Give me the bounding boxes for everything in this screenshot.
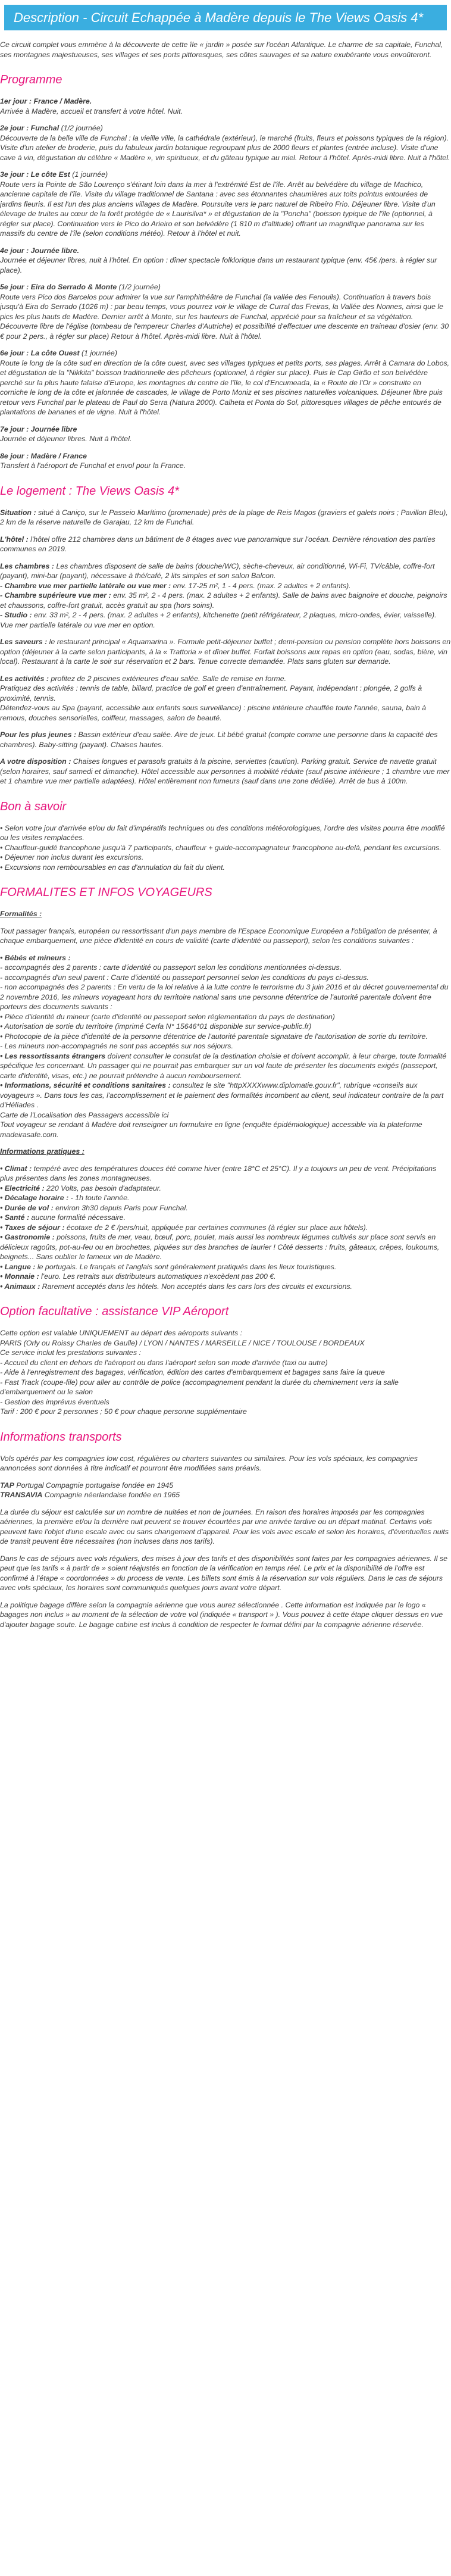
programme-day [0, 96, 451, 116]
programme-day [0, 348, 451, 417]
vip-line: Ce service inclut les prestations suivantes : [0, 1348, 141, 1357]
vip-line: - Aide à l'enregistrement des bagages, vérification, édition des cartes d'embarquement et bagages sans faire la queue [0, 1368, 385, 1376]
day-text: Arrivée à Madère, accueil et transfert à votre hôtel. Nuit. [0, 107, 183, 115]
vip-list [0, 1328, 451, 1417]
pratique-label: • Durée de vol : [0, 1203, 54, 1212]
pratique-item [0, 1282, 451, 1292]
transports-intro: Vols opérés par les compagnies low cost, régulières ou charters suivantes ou similaires. Pour les vols spéciaux, les compagnies annoncées sont données à titre indicatif et pourront être modifiées sans préavis. [0, 1454, 418, 1472]
pratique-item [0, 1272, 451, 1282]
day-title-sub: (1/2 journée) [59, 124, 103, 132]
pratique-item [0, 1213, 451, 1223]
bon-a-savoir-item: • Déjeuner non inclus durant les excursions. [0, 853, 144, 861]
company-name: TRANSAVIA [0, 1491, 43, 1499]
day-title [0, 96, 451, 107]
day-title-text: 6e jour : La côte Ouest [0, 349, 80, 357]
bon-a-savoir-list [0, 823, 451, 873]
day-text: Découverte de la belle ville de Funchal : la vieille ville, la cathédrale (extérieur), le marché (fruits, fleurs et poissons typiques de la région). Visite d'un atelier de broderie, puis du fabuleux jardin botanique regroupant plus de 2000 fleurs et plantes (entrée incluse). Visite d'une cave à vin, dégustation du célèbre « Madère », vin spiritueux, et du gâteau typique au miel. Retour à l'hôtel. Après-midi libre. Nuit à l'hôtel. [0, 133, 450, 162]
day-title-text: 2e jour : Funchal [0, 124, 59, 132]
formalites-line: - Les mineurs non-accompagnés ne sont pas acceptés sur nos séjours. [0, 1042, 233, 1050]
pratique-label: • Gastronomie : [0, 1233, 55, 1241]
day-title-sub: (1 journée) [79, 349, 117, 357]
programme-day [0, 424, 451, 444]
page-title: Description - Circuit Echappée à Madère depuis le The Views Oasis 4* [4, 5, 447, 30]
pratique-text: poissons, fruits de mer, veau, bœuf, porc, poulet, mais aussi les nombreux légumes cultivés sur place sont servis en délicieux ragoûts, pot-au-feu ou en brochettes, piquées sur des branches de laurier ! Côté desserts : fruits, gâteaux, crêpes, loukoums, beignets... Sans oublier le fameux vin de Madère. [0, 1233, 440, 1261]
day-text: Route vers Pico dos Barcelos pour admirer la vue sur l'amphithéâtre de Funchal (la vallée des Fenouils). Continuation à travers bois jusqu'à Eira do Serrado (1026 m) : par beau temps, vous pourrez voir le village de Curral das Freiras, la Vallée des Nonnes, ainsi que le pics les plus hauts de Madère. Dernier arrêt à Monte, sur les hauteurs de Funchal, apprécié pour sa fraîcheur et sa végétation. Découverte libre de l'église (tombeau de l'empereur Charles d'Autriche) et possibilité d'effectuer une descente en traineau d'osier (env. 30 € pour 2 pers., à régler sur place) Retour à l'hôtel. Après-midi libre. Nuit à l'hôtel. [0, 292, 449, 341]
activites-text-2: Pratiquez des activités : tennis de table, billard, practice de golf et green d'entraînement. Payant, indépendant : plongée, 2 golfs à proximité, tennis. [0, 684, 422, 702]
pratique-text: 220 Volts, pas besoin d'adaptateur. [44, 1184, 161, 1192]
vip-line: - Accueil du client en dehors de l'aéroport ou dans l'aéroport selon son mode d'arrivée (taxi ou autre) [0, 1358, 328, 1367]
programme-heading: Programme [0, 73, 62, 86]
pratique-text: tempéré avec des températures douces été comme hiver (entre 18°C et 25°C). Il y a toujours un peu de vent. Précipitations plus présentes dans les zones montagneuses. [0, 1164, 437, 1182]
pratique-label: • Santé : [0, 1213, 30, 1222]
bon-a-savoir-item: • Selon votre jour d'arrivée et/ou du fait d'impératifs techniques ou des conditions météorologiques, l'ordre des visites pourra être modifié ou les visites remplacées. [0, 823, 445, 842]
day-text: Route vers la Pointe de São Lourenço s'étirant loin dans la mer à l'extrémité Est de l'île. Arrêt au belvédère du village de Machico, ancienne capitale de l'île. Visite du village traditionnel de Santana : avec ses étonnantes chaumières aux toits pointus entourées de jardins fleuris. Il est l'un des plus anciens villages de Madère. Poursuite vers le parc naturel de Ribeiro Frio. Déjeuner libre. Visite d'un élevage de truites au cœur de la forêt protégée de « Laurisilva* » et dégustation de la "Poncha" (boisson typique de l'île (optionnel, à régler sur place). Continuation vers le Pico do Arieiro et son belvédère (1 810 m d'altitude) offrant un magnifique panorama sur les massifs du centre de l'île (selon conditions météo). Retour à l'hôtel et nuit. [0, 180, 436, 238]
programme-day [0, 170, 451, 239]
hotel-label: L'hôtel : [0, 535, 29, 544]
day-title [0, 170, 451, 180]
chambres-text: Les chambres disposent de salle de bains (douche/WC), sèche-cheveux, air conditionné, Wi-Fi, TV/câble, coffre-fort (payant), mini-bar (payant), nécessaire à thé/café, 2 lits simples et son salon Balcon. [0, 561, 435, 580]
formalites-line: - accompagnés d'un seul parent : Carte d'identité ou passeport personnel selon les conditions du pays ci-dessus. [0, 973, 369, 982]
pratiques-list [0, 1164, 451, 1292]
chambre-type-label: - Studio : [0, 611, 32, 619]
companies-list [0, 1481, 451, 1500]
programme-day [0, 246, 451, 276]
vip-line: Cette option est valable UNIQUEMENT au départ des aéroports suivants : [0, 1329, 243, 1337]
company-text: Compagnie néerlandaise fondée en 1965 [42, 1491, 180, 1499]
logement-jeunes [0, 730, 451, 750]
vip-heading: Option facultative : assistance VIP Aéroport [0, 1305, 229, 1318]
day-title [0, 451, 451, 461]
day-title-text: 3e jour : Le côte Est [0, 170, 70, 179]
dispo-label: A votre disposition : [0, 757, 71, 766]
programme-days [0, 96, 451, 471]
vip-line: PARIS (Orly ou Roissy Charles de Gaulle) / LYON / NANTES / MARSEILLE / NICE / TOULOUSE / BORDEAUX [0, 1338, 365, 1347]
chambre-type [0, 610, 451, 630]
bebes-label: • Bébés et mineurs : [0, 953, 71, 962]
transports-paragraph: Dans le cas de séjours avec vols réguliers, des mises à jour des tarifs et des disponibilités sont faites par les compagnies aériennes. Il se peut que les tarifs « à partir de » soient réajustés en fonction de la vérification en temps réel. Le prix et la disponibilité de l'offre est confirmé à l'étape « coordonnées » du process de vente. Les billets sont émis à la réservation sur vols réguliers. Dans le cas de séjours avec vols spéciaux, les horaires sont communiqués quelques jours avant votre départ. [0, 1554, 448, 1592]
logement-chambres [0, 561, 451, 630]
logement-dispo [0, 757, 451, 786]
pratique-label: • Langue : [0, 1262, 36, 1271]
pratique-label: • Electricité : [0, 1184, 45, 1192]
day-title [0, 424, 451, 435]
pratique-label: • Climat : [0, 1164, 32, 1173]
pratique-text: aucune formalité nécessaire. [29, 1213, 126, 1222]
etrangers-text: doivent consulter le consulat de la destination choisie et doivent accomplir, à leur charge, toute formalité spécifique les concernant. Un passager qui ne pourrait pas embarquer sur un vol faute de présenter les documents exigés (passeport, carte d'identité, visas, etc.) ne pourrait prétendre à aucun remboursement. [0, 1051, 447, 1080]
transports-heading: Informations transports [0, 1430, 122, 1444]
securite [0, 1081, 451, 1110]
saveurs-label: Les saveurs : [0, 638, 48, 646]
content [0, 30, 451, 1629]
formalites-heading: FORMALITES ET INFOS VOYAGEURS [0, 886, 212, 899]
situation-text: situé à Caniço, sur le Passeio Marítimo (promenade) près de la plage de Reis Magos (graviers et galets noirs ; Pavillon Bleu), 2 km de la réserve naturelle de Garajau, 12 km de Funchal. [0, 508, 448, 526]
formalites-mineurs [0, 953, 451, 1140]
chambres-lines [0, 581, 451, 630]
day-text: Route le long de la côte sud en direction de la côte ouest, avec ses villages typiques et petits ports, ses plages. Arrêt à Camara do Lobos, et dégustation de la "Nikkita" boisson traditionnelle des pêcheurs (optionnel, à régler sur place). Puis le Cap Girão et son belvédère perché sur la plus haute falaise d'Europe, les montagnes du centre de l'île, le col d'Encumeada, la « Route de l'Or » construite en corniche le long de la côte et jalonnée de cascades, le village de Porto Moniz et ses piscines naturelles volcaniques. Déjeuner libre puis retour vers Funchal par le plateau de Paul do Serra (Natura 2000). Calheta et Ponta do Sol, pittoresques villages de pêche entourés de plantations de bananes et de vigne. Nuit à l'hôtel. [0, 358, 450, 416]
chambre-type [0, 591, 451, 610]
logement-activites [0, 674, 451, 723]
pratique-label: • Animaux : [0, 1282, 40, 1291]
pratique-label: • Taxes de séjour : [0, 1223, 65, 1232]
saveurs-text: le restaurant principal « Aquamarina ». Formule petit-déjeuner buffet ; demi-pension ou pension complète hors boissons en option (déjeuner à la carte selon participants, à la « Trattoria » et dîner buffet. Forfait boissons aux repas en option (eau, sodas, bière, vin local). Restaurant à la carte le soir sur réservation et 2 bars. Tenue correcte demandée. Plats sans gluten sur demande. [0, 638, 451, 666]
formalites-paragraph: Tout passager français, européen ou ressortissant d'un pays membre de l'Espace Economique Européen a l'obligation de présenter, à chaque embarquement, une pièce d'identité en cours de validité (carte d'identité ou passeport), selon les conditions suivantes : [0, 926, 437, 945]
chambre-type-label: - Chambre vue mer partielle latérale ou vue mer : [0, 581, 171, 590]
logement-hotel [0, 535, 451, 554]
etrangers [0, 1051, 451, 1081]
programme-day [0, 282, 451, 341]
day-text: Journée et déjeuner libres, nuit à l'hôtel. En option : dîner spectacle folklorique dans un restaurant typique (env. 45€ /pers. à régler sur place). [0, 256, 437, 274]
vip-line: - Fast Track (coupe-file) pour aller au contrôle de police (accompagnement pendant la durée du cheminement vers la salle d'embarquement ou le salon [0, 1378, 399, 1396]
pratiques-label-text: Informations pratiques : [0, 1147, 84, 1156]
passeport-text: Tout voyageur se rendant à Madère doit renseigner un formulaire en ligne (enquête épidémiologique) accessible via la plateforme madeirasafe.com. [0, 1120, 422, 1139]
passeport-link[interactable]: Carte de l'Localisation des Passagers accessible ici [0, 1110, 169, 1119]
pratique-text: - 1h toute l'année. [68, 1194, 130, 1202]
dispo-text: Chaises longues et parasols gratuits à la piscine, serviettes (caution). Parking gratuit. Service de navette gratuit (selon horaires, sauf samedi et dimanche). Hôtel accessible aux personnes à mobilité réduite (sauf piscine intérieure ; 1 chambre vue mer et 1 chambre vue mer partielle adaptées). Hôtel entièrement non fumeurs (sauf dans une zone dédiée). Arrêt de bus à 100m. [0, 757, 450, 785]
pratique-text: l'euro. Les retraits aux distributeurs automatiques n'excèdent pas 200 €. [39, 1272, 276, 1281]
day-title [0, 246, 451, 256]
pratique-item [0, 1232, 451, 1262]
day-title-text: 8e jour : Madère / France [0, 451, 87, 460]
formalites-line: • Photocopie de la pièce d'identité de la personne détentrice de l'autorité parentale signataire de l'autorisation de sortie du territoire. [0, 1032, 428, 1041]
pratique-text: Rarement acceptés dans les hôtels. Non acceptés dans les cars lors des circuits et excursions. [40, 1282, 352, 1291]
vip-line: Tarif : 200 € pour 2 personnes ; 50 € pour chaque personne supplémentaire [0, 1407, 247, 1416]
day-text: Transfert à l'aéroport de Funchal et envol pour la France. [0, 461, 186, 470]
company-name: TAP [0, 1481, 14, 1490]
day-title-sub: (1/2 journée) [117, 283, 161, 291]
day-title-text: 4e jour : Journée libre. [0, 246, 79, 255]
logement-situation [0, 508, 451, 527]
activites-label: Les activités : [0, 674, 49, 683]
bon-a-savoir-heading: Bon à savoir [0, 800, 67, 813]
transports-paragraph: La politique bagage diffère selon la compagnie aérienne que vous aurez sélectionnée . Cette information est indiquée par le logo « bagages non inclus » au moment de la sélection de votre vol (indiquée « transport » ). Vous pouvez à cette étape cliquer dessus en vue d'ajouter bagage soute. Le bagage cabine est inclus à condition de respecter le format défini par la compagnie aérienne réservée. [0, 1600, 443, 1629]
chambres-label: Les chambres : [0, 561, 54, 570]
pratique-text: environ 3h30 depuis Paris pour Funchal. [53, 1203, 188, 1212]
bon-a-savoir-item: • Excursions non remboursables en cas d'annulation du fait du client. [0, 863, 225, 872]
day-title-text: 5e jour : Eira do Serrado & Monte [0, 283, 117, 291]
securite-text: consultez le site "httpXXXXwww.diplomatie.gouv.fr", rubrique «conseils aux voyageurs ». Dans tous les cas, l'accomplissement et le paiement des formalités incombent au client, seul indicateur contraire de la part d'Hélíades . [0, 1081, 444, 1109]
pratique-item [0, 1223, 451, 1233]
chambre-type-label: - Chambre supérieure vue mer : [0, 591, 111, 599]
formalites-line: - accompagnés des 2 parents : carte d'identité ou passeport selon les conditions mentionnées ci-dessus. [0, 963, 342, 972]
jeunes-text: Bassin extérieur d'eau salée. Aire de jeux. Lit bébé gratuit (compte comme une personne dans la capacité des chambres). Baby-sitting (payant). Chaises hautes. [0, 730, 438, 749]
company-item [0, 1490, 451, 1500]
formalites-label-text: Formalités : [0, 910, 42, 918]
vip-line: - Gestion des imprévus éventuels [0, 1397, 109, 1406]
day-title [0, 348, 451, 358]
formalites-line: • Autorisation de sortie du territoire (imprimé Cerfa N° 15646*01 disponible sur service-public.fr) [0, 1022, 312, 1031]
company-text: Portugal Compagnie portugaise fondée en 1945 [14, 1481, 174, 1490]
company-item [0, 1481, 451, 1491]
bon-a-savoir-item: • Chauffeur-guidé francophone jusqu'à 7 participants, chauffeur + guide-accompagnateur francophone au-delà, pendant les excursions. [0, 843, 441, 852]
logement-heading: Le logement : The Views Oasis 4* [0, 484, 179, 498]
pratique-text: le portugais. Le français et l'anglais sont généralement pratiqués dans les lieux touristiques. [35, 1262, 337, 1271]
pratique-label: • Décalage horaire : [0, 1194, 69, 1202]
pratique-item [0, 1203, 451, 1213]
chambre-type [0, 581, 451, 591]
transports-paragraph: La durée du séjour est calculée sur un nombre de nuitées et non de journées. En raison des horaires imposés par les compagnies aériennes, la première et/ou la dernière nuit peuvent se trouver écourtées par une arrivée tardive ou un départ matinal. Certains vols peuvent faire l'objet d'une escale avec ou sans changement d'appareil. Pour les vols avec escale et selon les horaires, d'éventuelles nuits de transit peuvent être nécessaires (non incluses dans nos tarifs). [0, 1507, 449, 1545]
etrangers-label: • Les ressortissants étrangers [0, 1051, 106, 1060]
day-title [0, 123, 451, 133]
logement-saveurs [0, 637, 451, 667]
transports-paragraphs [0, 1507, 451, 1630]
chambre-type-text: env. 33 m², 2 - 4 pers. (max. 2 adultes + 2 enfants), kitchenette (petit réfrigérateur, 2 plaques, micro-ondes, évier, vaisselle). Vue mer partielle latérale ou vue mer en option. [0, 611, 437, 629]
formalites-lines [0, 963, 451, 1051]
chambre-type-text: env. 17-25 m², 1 - 4 pers. (max. 2 adultes + 2 enfants). [171, 581, 351, 590]
day-title-text: 1er jour : France / Madère. [0, 97, 92, 105]
programme-day [0, 451, 451, 471]
activites-text-3: Détendez-vous au Spa (payant, accessible aux enfants sous surveillance) : piscine intérieure chauffée toute l'année, sauna, bain à remous, douches sensorielles, coiffeur, massages, salon de beauté. [0, 704, 426, 722]
situation-label: Situation : [0, 508, 36, 517]
hotel-text: l'hôtel offre 212 chambres dans un bâtiment de 8 étages avec vue panoramique sur l'océan. Dernière rénovation des parties communes en 2019. [0, 535, 436, 553]
programme-day [0, 123, 451, 163]
day-title [0, 282, 451, 292]
pratique-item [0, 1184, 451, 1194]
pratique-label: • Monnaie : [0, 1272, 39, 1281]
chambre-type-text: env. 35 m², 2 - 4 pers. (max. 2 adultes + 2 enfants). Salle de bains avec baignoire et douche, peignoirs et chaussons, coffre-fort gratuit, accès gratuit au spa (hors soins). [0, 591, 447, 610]
formalites-line: - non accompagnés des 2 parents : En vertu de la loi relative à la lutte contre le terrorisme du 3 juin 2016 et du décret gouvernemental du 2 novembre 2016, les mineurs voyageant hors du territoire national sans une personne détentrice de l'autorité parentale doivent être porteurs des documents suivants : [0, 983, 449, 1011]
pratique-item [0, 1262, 451, 1272]
pratique-item [0, 1193, 451, 1203]
jeunes-label: Pour les plus jeunes : [0, 730, 77, 739]
pratiques-label [0, 1147, 451, 1157]
activites-text: profitez de 2 piscines extérieures d'eau salée. Salle de remise en forme. [48, 674, 287, 683]
formalites-label [0, 909, 451, 919]
securite-label: • Informations, sécurité et conditions sanitaires : [0, 1081, 171, 1089]
pratique-text: écotaxe de 2 € /pers/nuit, appliquée par certaines communes (à régler sur place aux hôtels). [64, 1223, 368, 1232]
day-title-sub: (1 journée) [70, 170, 108, 179]
day-text: Journée et déjeuner libres. Nuit à l'hôtel. [0, 435, 132, 443]
pratique-item [0, 1164, 451, 1184]
intro-text: Ce circuit complet vous emmène à la découverte de cette île « jardin » posée sur l'océan Atlantique. Le charme de sa capitale, Funchal, ses montagnes majestueuses, ses villages et ses ports pittoresques, ses côtes sauvages et sa nature exubérante vous envoûteront. [0, 40, 443, 59]
day-title-text: 7e jour : Journée libre [0, 424, 77, 433]
formalites-line: • Pièce d'identité du mineur (carte d'identité ou passeport selon réglementation du pays de destination) [0, 1012, 335, 1021]
